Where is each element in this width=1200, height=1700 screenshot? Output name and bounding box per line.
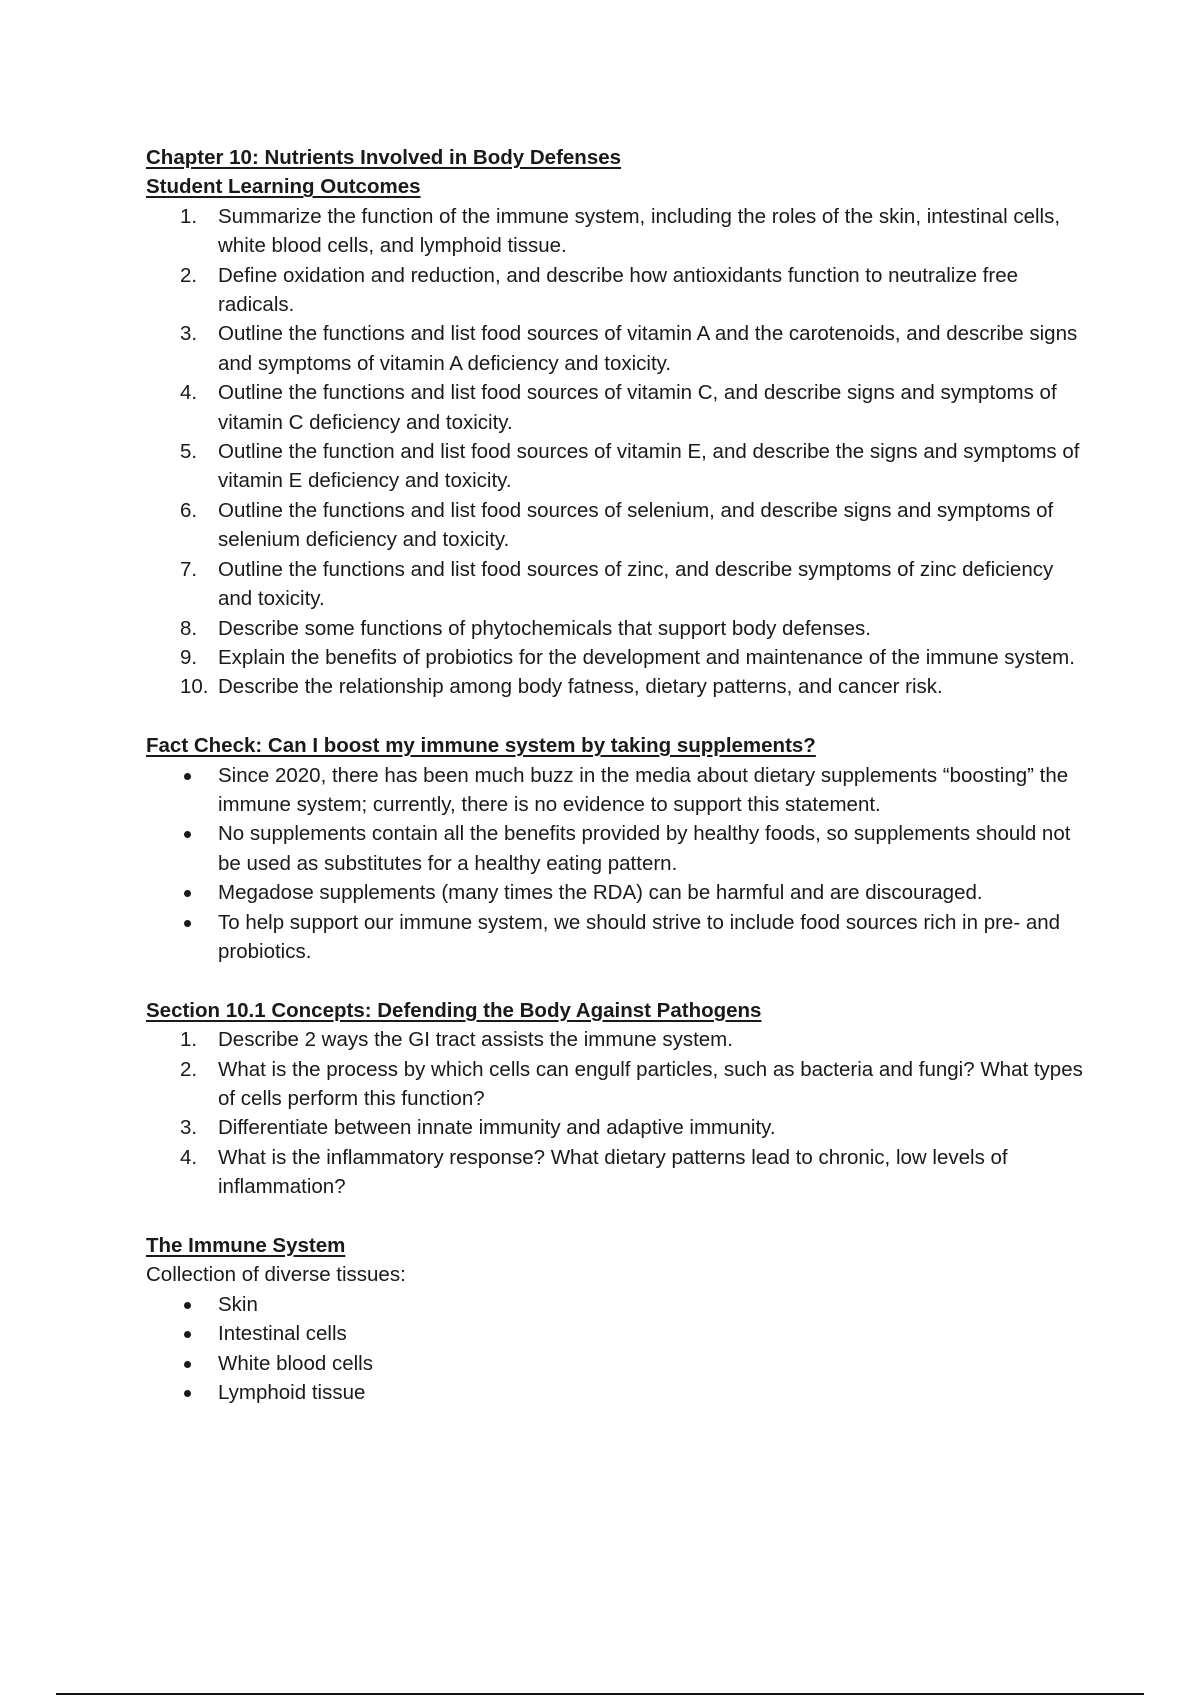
list-item	[146, 319, 1086, 378]
list-item	[146, 1319, 1086, 1348]
list-number: 3.	[180, 1116, 198, 1140]
list-item-text: Outline the functions and list food sources of vitamin A and the carotenoids, and describe signs and symptoms of vitamin A deficiency and toxicity.	[218, 322, 1078, 375]
list-item	[146, 908, 1086, 967]
list-number: 1.	[180, 204, 198, 228]
list-number: 8.	[180, 616, 198, 640]
fact-check-list	[146, 761, 1086, 967]
outcomes-list	[146, 202, 1086, 702]
list-number: 5.	[180, 440, 198, 464]
list-item-text: Describe some functions of phytochemicals that support body defenses.	[218, 616, 871, 640]
bullet-icon	[184, 1302, 191, 1309]
list-item-text: Summarize the function of the immune system, including the roles of the skin, intestinal cells, white blood cells, and lymphoid tissue.	[218, 204, 1061, 258]
list-item	[146, 878, 1086, 907]
list-item	[146, 1378, 1086, 1407]
section-10-1-heading: Section 10.1 Concepts: Defending the Body Against Pathogens	[146, 998, 762, 1022]
list-item	[146, 819, 1086, 878]
list-item	[146, 672, 1086, 701]
list-item	[146, 437, 1086, 496]
list-item-text: Outline the function and list food sources of vitamin E, and describe the signs and symptoms of vitamin E deficiency and toxicity.	[218, 440, 1080, 493]
bullet-icon	[184, 1361, 191, 1368]
immune-system-intro: Collection of diverse tissues:	[146, 1263, 406, 1287]
bullet-icon	[184, 1331, 191, 1338]
list-number: 10.	[180, 675, 209, 699]
list-item-text: Outline the functions and list food sources of zinc, and describe symptoms of zinc deficiency and toxicity.	[218, 557, 1054, 611]
list-item	[146, 202, 1086, 261]
list-number: 2.	[180, 1057, 198, 1081]
list-item	[146, 614, 1086, 643]
list-item-text: No supplements contain all the benefits provided by healthy foods, so supplements should not be used as substitutes for a healthy eating pattern.	[218, 822, 1071, 875]
list-item-text: Intestinal cells	[218, 1322, 347, 1346]
list-item-text: Explain the benefits of probiotics for the development and maintenance of the immune system.	[218, 645, 1075, 669]
bullet-icon	[184, 1390, 191, 1397]
list-item-text: Megadose supplements (many times the RDA) can be harmful and are discouraged.	[218, 881, 983, 905]
list-item	[146, 555, 1086, 614]
list-item	[146, 1113, 1086, 1142]
immune-system-list	[146, 1290, 1086, 1408]
list-number: 1.	[180, 1028, 198, 1052]
outcomes-heading: Student Learning Outcomes	[146, 175, 421, 199]
section-10-1-list	[146, 1025, 1086, 1201]
footer-divider	[56, 1693, 1144, 1695]
list-item-text: To help support our immune system, we should strive to include food sources rich in pre- and probiotics.	[218, 910, 1061, 963]
list-item	[146, 1290, 1086, 1319]
list-number: 4.	[180, 381, 198, 405]
bullet-icon	[184, 890, 191, 897]
list-item-text: What is the inflammatory response? What dietary patterns lead to chronic, low levels of inflammation?	[218, 1145, 1008, 1199]
list-item-text: Differentiate between innate immunity and adaptive immunity.	[218, 1116, 776, 1140]
list-number: 6.	[180, 498, 198, 522]
list-item-text: Describe 2 ways the GI tract assists the immune system.	[218, 1028, 733, 1052]
list-item-text: Skin	[218, 1292, 258, 1316]
list-item-text: Lymphoid tissue	[218, 1381, 366, 1405]
document-page	[146, 143, 1086, 1407]
list-number: 2.	[180, 263, 198, 287]
fact-check-heading: Fact Check: Can I boost my immune system by taking supplements?	[146, 734, 816, 758]
list-item	[146, 378, 1086, 437]
list-item	[146, 1349, 1086, 1378]
bullet-icon	[184, 920, 191, 927]
list-item-text: Describe the relationship among body fatness, dietary patterns, and cancer risk.	[218, 675, 943, 699]
list-item	[146, 261, 1086, 320]
list-item-text: Define oxidation and reduction, and describe how antioxidants function to neutralize free radicals.	[218, 263, 1019, 317]
list-item-text: Since 2020, there has been much buzz in the media about dietary supplements “boosting” the immune system; currently, there is no evidence to support this statement.	[218, 763, 1069, 816]
list-item-text: Outline the functions and list food sources of selenium, and describe signs and symptoms of selenium deficiency and toxicity.	[218, 498, 1054, 552]
bullet-icon	[184, 831, 191, 838]
list-item-text: Outline the functions and list food sources of vitamin C, and describe signs and symptoms of vitamin C deficiency and toxicity.	[218, 381, 1057, 434]
list-number: 3.	[180, 322, 198, 346]
list-item	[146, 1055, 1086, 1114]
list-item-text: White blood cells	[218, 1351, 373, 1375]
list-item	[146, 1143, 1086, 1202]
list-item	[146, 643, 1086, 672]
list-number: 4.	[180, 1145, 198, 1169]
list-number: 9.	[180, 645, 198, 669]
list-item	[146, 496, 1086, 555]
list-item	[146, 1025, 1086, 1054]
list-number: 7.	[180, 557, 198, 581]
list-item	[146, 761, 1086, 820]
chapter-title: Chapter 10: Nutrients Involved in Body Defenses	[146, 146, 622, 169]
immune-system-heading: The Immune System	[146, 1233, 346, 1257]
list-item-text: What is the process by which cells can engulf particles, such as bacteria and fungi? What types of cells perform this function?	[218, 1057, 1083, 1110]
bullet-icon	[184, 773, 191, 780]
